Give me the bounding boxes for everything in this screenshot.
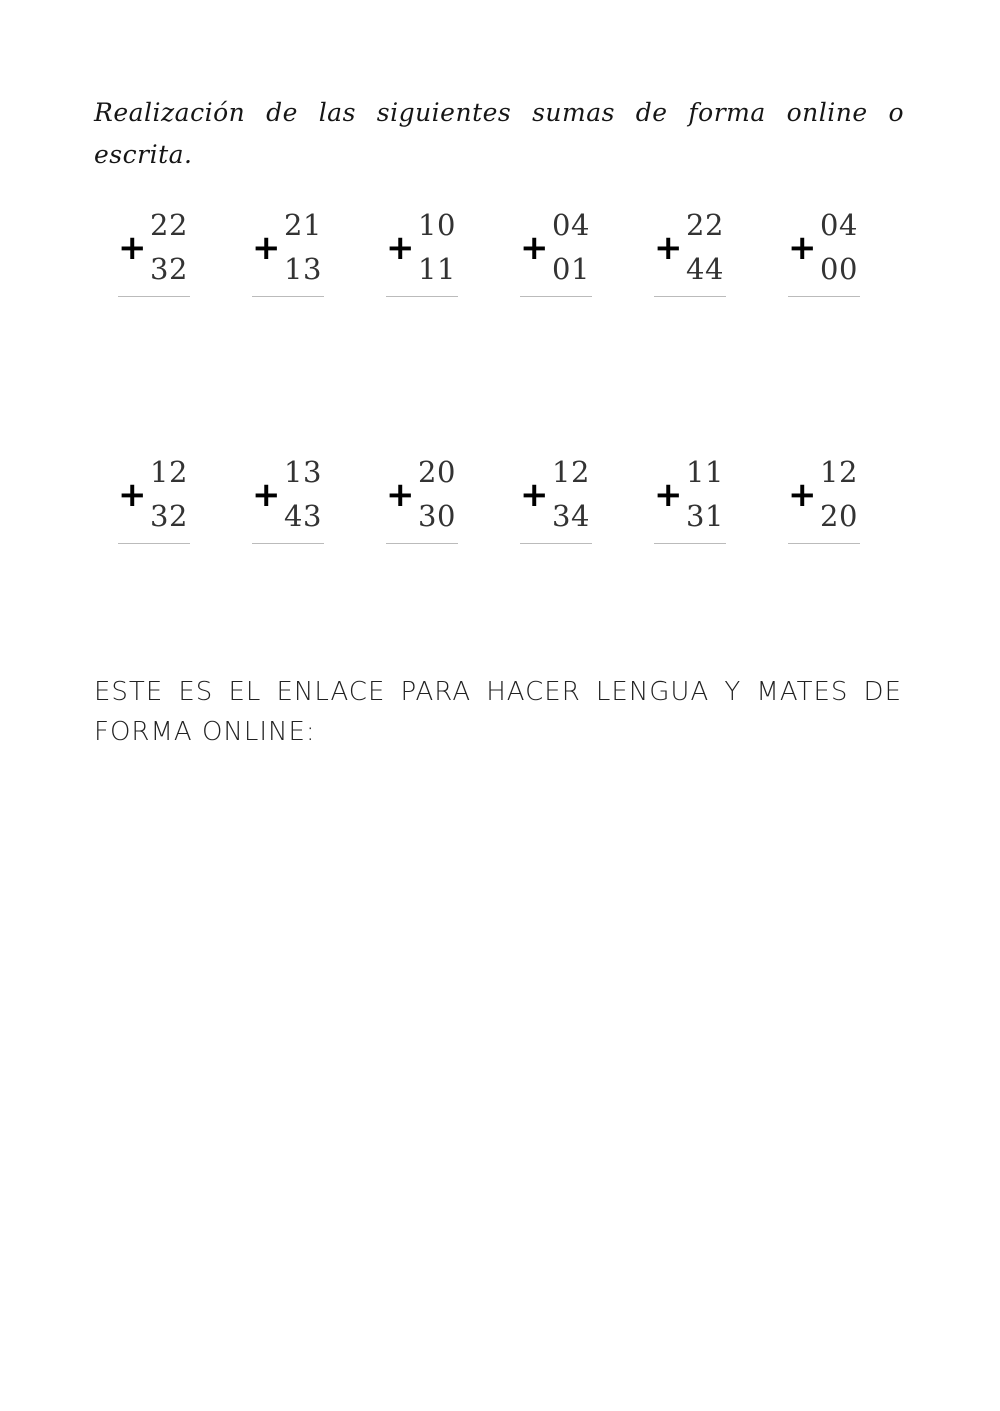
- plus-sign: +: [118, 228, 147, 268]
- answer-line[interactable]: [252, 543, 324, 544]
- answer-line[interactable]: [118, 543, 190, 544]
- sum-problem: [648, 205, 724, 300]
- answer-line[interactable]: [520, 296, 592, 297]
- plus-sign: +: [520, 228, 549, 268]
- plus-sign: +: [520, 475, 549, 515]
- online-link-text: ESTE ES EL ENLACE PARA HACER LENGUA Y MATES DE FORMA ONLINE:: [94, 677, 902, 747]
- sum-problem: [380, 205, 456, 300]
- sum-problem: [246, 205, 322, 300]
- bottom-addend: 11: [418, 252, 456, 286]
- sum-problem: [648, 452, 724, 547]
- plus-sign: +: [386, 475, 415, 515]
- plus-sign: +: [118, 475, 147, 515]
- bottom-addend: 31: [686, 499, 724, 533]
- top-addend: 11: [686, 455, 724, 489]
- plus-sign: +: [788, 475, 817, 515]
- plus-sign: +: [252, 475, 281, 515]
- bottom-addend: 01: [552, 252, 590, 286]
- plus-sign: +: [788, 228, 817, 268]
- instruction-text: Realización de las siguientes sumas de forma online o escrita.: [94, 98, 904, 169]
- bottom-addend: 44: [686, 252, 724, 286]
- top-addend: 04: [552, 208, 590, 242]
- top-addend: 04: [820, 208, 858, 242]
- bottom-addend: 43: [284, 499, 322, 533]
- top-addend: 20: [418, 455, 456, 489]
- plus-sign: +: [654, 475, 683, 515]
- plus-sign: +: [386, 228, 415, 268]
- answer-line[interactable]: [654, 543, 726, 544]
- answer-line[interactable]: [386, 543, 458, 544]
- sums-row-2: [112, 452, 872, 552]
- top-addend: 22: [150, 208, 188, 242]
- top-addend: 12: [820, 455, 858, 489]
- top-addend: 13: [284, 455, 322, 489]
- plus-sign: +: [252, 228, 281, 268]
- sum-problem: [782, 452, 858, 547]
- sum-problem: [246, 452, 322, 547]
- sums-row-1: [112, 205, 872, 305]
- sum-problem: [112, 205, 188, 300]
- bottom-addend: 32: [150, 252, 188, 286]
- sum-problem: [514, 205, 590, 300]
- bottom-addend: 34: [552, 499, 590, 533]
- bottom-addend: 32: [150, 499, 188, 533]
- answer-line[interactable]: [788, 543, 860, 544]
- answer-line[interactable]: [386, 296, 458, 297]
- sum-problem: [514, 452, 590, 547]
- sum-problem: [112, 452, 188, 547]
- top-addend: 21: [284, 208, 322, 242]
- answer-line[interactable]: [252, 296, 324, 297]
- sum-problem: [380, 452, 456, 547]
- top-addend: 12: [150, 455, 188, 489]
- answer-line[interactable]: [788, 296, 860, 297]
- top-addend: 12: [552, 455, 590, 489]
- top-addend: 22: [686, 208, 724, 242]
- bottom-addend: 20: [820, 499, 858, 533]
- answer-line[interactable]: [654, 296, 726, 297]
- plus-sign: +: [654, 228, 683, 268]
- answer-line[interactable]: [520, 543, 592, 544]
- top-addend: 10: [418, 208, 456, 242]
- bottom-addend: 00: [820, 252, 858, 286]
- sum-problem: [782, 205, 858, 300]
- bottom-addend: 13: [284, 252, 322, 286]
- bottom-addend: 30: [418, 499, 456, 533]
- answer-line[interactable]: [118, 296, 190, 297]
